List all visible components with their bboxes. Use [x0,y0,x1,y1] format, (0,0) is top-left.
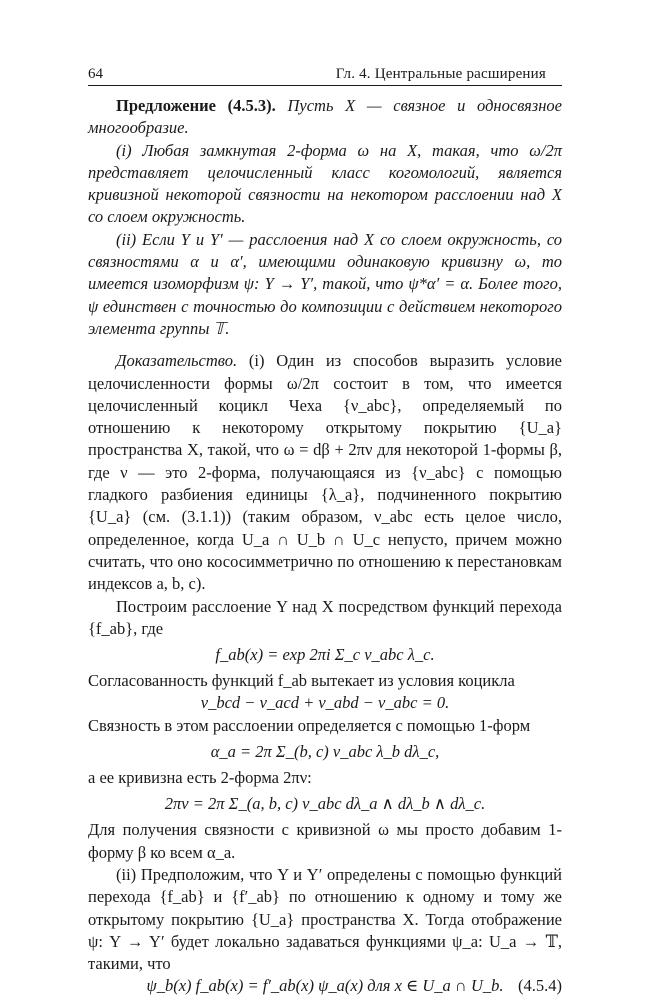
proof-paragraph-4: Связность в этом расслоении определяется с помощью 1-форм [88,715,531,735]
proof-paragraph-1 [88,350,562,595]
proof-label: Доказательство. [116,351,238,371]
page-body [88,95,562,998]
equation-number: (4.5.4) [518,976,562,996]
proof-paragraph-6: Для получения связности с кривизной ω мы просто добавим 1-форму β ко всем α_a. [88,820,562,862]
proof-paragraph-5: а ее кривизна есть 2-форма 2πν: [88,768,312,788]
equation-cocycle: ν_bcd − ν_acd + ν_abd − ν_abc = 0. [200,693,450,713]
proposition-label: Предложение (4.5.3). [116,96,276,115]
equation-4-5-4-body: ψ_b(x) f_ab(x) = f′_ab(x) ψ_a(x) для x ∈ U_a ∩ U_b. [146,976,504,996]
proof-paragraph-3: Согласованность функций f_ab вытекает из условия коцикла [88,671,515,691]
header-rule [88,85,562,86]
equation-curvature: 2πν = 2π Σ_(a, b, c) ν_abc dλ_a ∧ dλ_b ∧ dλ_c. [164,794,486,814]
proof-paragraph-2: Построим расслоение Y над X посредством функций перехода {f_ab}, где [88,596,562,638]
equation-connection-forms: α_a = 2π Σ_(b, c) ν_abc λ_b dλ_c, [210,742,440,762]
equation-4-5-4 [88,975,562,997]
page-header [88,64,562,84]
proposition-item-i: (i) Любая замкнутая 2-форма ω на X, такая, что ω/2π представляет целочисленный класс когомологий, является кривизной некоторой связности на некотором расслоении над X со слоем окружность. [88,140,562,227]
proposition-heading [88,95,562,140]
proposition-statement: Пусть X — связное и односвязное многообразие. [88,96,563,138]
proof-paragraph-7: (ii) Предположим, что Y и Y′ определены с помощью функций перехода {f_ab} и {f′_ab} по отношению к одному и тому же открытому покрытию {U_a} пространства X. Тогда отображение ψ: Y → Y′ будет локально задаваться функциями ψ_a: U_a → 𝕋, такими, что [88,864,562,974]
proof-text-1: (i) Один из способов выразить условие целочисленности формы ω/2π состоит в том, что имеется целочисленный коцикл Чеха {ν_abc}, определяемый по отношению к некоторому открытому покрытию {U_a} пространства X, такой, что ω = dβ + 2πν для некоторой 1-формы β, где ν — это 2-форма, получающаяся из {ν_abc} с помощью гладкого разбиения единицы {λ_a}, подчиненного покрытию {U_a} (см. (3.1.1)) (таким образом, ν_abc есть целое число, определенное, когда U_a ∩ U_b ∩ U_c непусто, причем можно считать, что оно кососимметрично по отношению к перестановкам индексов a, b, c). [88,351,562,594]
page-number: 64 [88,66,103,82]
proposition-item-ii: (ii) Если Y и Y′ — расслоения над X со слоем окружность, со связностями α и α′, имеющими одинаковую кривизну ω, то имеется изоморфизм ψ: Y → Y′, такой, что ψ*α′ = α. Более того, ψ единствен с точностью до композиции с действием некоторого элемента группы 𝕋. [88,229,562,338]
running-title: Гл. 4. Центральные расширения [335,66,546,82]
equation-transition-functions: f_ab(x) = exp 2πi Σ_c ν_abc λ_c. [215,645,435,665]
